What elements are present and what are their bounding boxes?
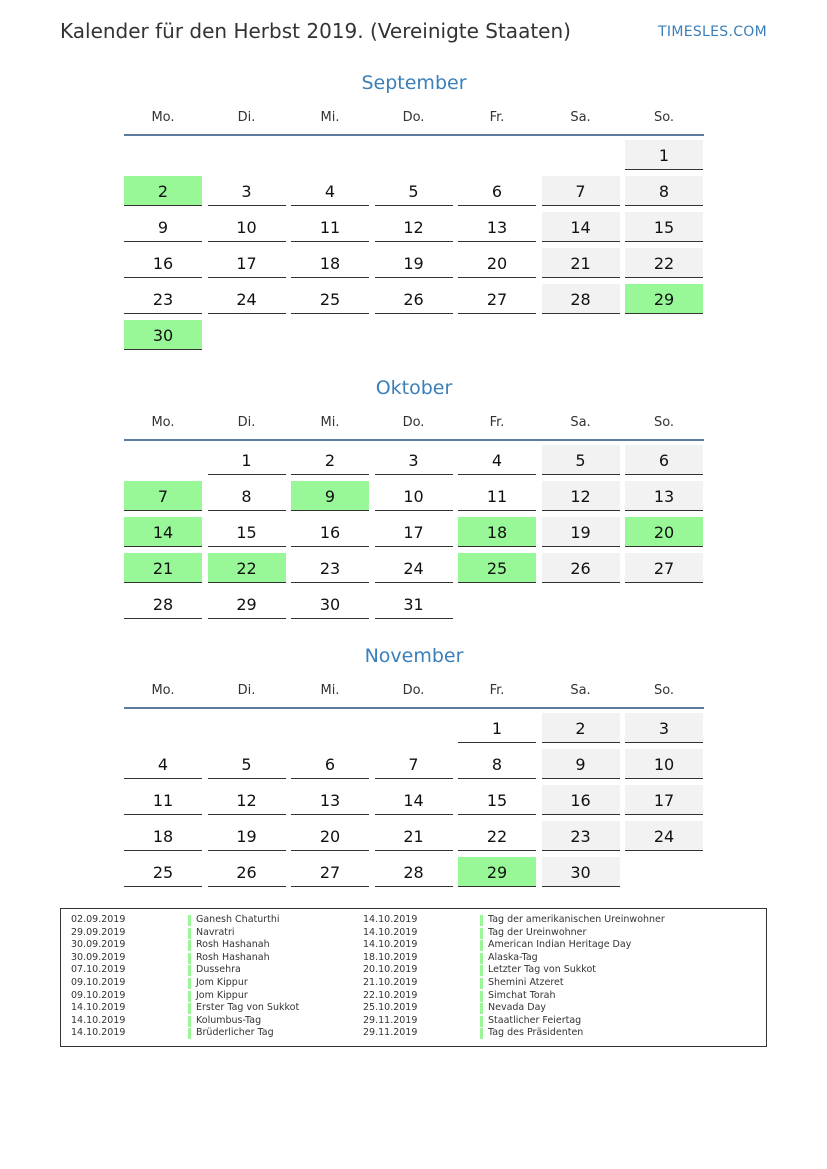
brand-link[interactable]: TIMESLES.COM [658, 24, 767, 40]
day-cell: 22 [458, 821, 536, 851]
holiday-marker [480, 978, 483, 989]
legend-date: 14.10.2019 [71, 1027, 126, 1039]
holiday-marker [188, 915, 191, 926]
day-cell: 29 [208, 589, 286, 619]
holiday-marker [188, 991, 191, 1002]
day-cell: 1 [208, 445, 286, 475]
day-cell: 21 [124, 553, 202, 583]
legend-holiday-name: Brüderlicher Tag [196, 1027, 274, 1039]
day-cell: 13 [458, 212, 536, 242]
day-cell: 1 [458, 713, 536, 743]
day-cell: 24 [375, 553, 453, 583]
day-cell: 27 [291, 857, 369, 887]
legend-holiday-name: Tag des Präsidenten [488, 1027, 584, 1039]
legend-date: 14.10.2019 [363, 939, 418, 951]
day-cell: 26 [208, 857, 286, 887]
legend-date: 14.10.2019 [363, 914, 418, 925]
day-cell: 24 [625, 821, 703, 851]
legend-holiday-name: Rosh Hashanah [196, 951, 270, 963]
day-cell: 28 [124, 589, 202, 619]
legend-holiday-name: Staatlicher Feiertag [488, 1014, 582, 1026]
holiday-marker [188, 953, 191, 964]
month-divider [124, 134, 704, 136]
weekday-header [124, 410, 704, 436]
day-cell: 3 [208, 176, 286, 206]
day-cell: 16 [291, 517, 369, 547]
holiday-marker [480, 928, 483, 939]
day-cell: 31 [375, 589, 453, 619]
day-cell: 14 [124, 517, 202, 547]
weekday-label: Sa. [570, 683, 591, 698]
day-cell: 21 [542, 248, 620, 278]
legend-holiday-name: Rosh Hashanah [196, 939, 270, 951]
legend-holiday-name: Navratri [196, 926, 235, 938]
day-cell: 16 [124, 248, 202, 278]
day-cell: 17 [208, 248, 286, 278]
month-oktober [124, 373, 704, 614]
day-cell: 5 [542, 445, 620, 475]
day-cell: 19 [542, 517, 620, 547]
holiday-marker [480, 940, 483, 951]
holiday-marker [480, 915, 483, 926]
day-cell: 15 [458, 785, 536, 815]
day-cell: 19 [375, 248, 453, 278]
holiday-marker [480, 1003, 483, 1014]
weekday-label: Mi. [320, 110, 340, 125]
month-september [124, 68, 704, 345]
day-cell: 20 [458, 248, 536, 278]
day-cell: 8 [458, 749, 536, 779]
day-cell: 1 [625, 140, 703, 170]
day-cell: 10 [625, 749, 703, 779]
legend-date: 07.10.2019 [71, 964, 126, 976]
weekday-label: Di. [237, 110, 256, 125]
legend-date: 18.10.2019 [363, 951, 418, 963]
weekday-label: Sa. [570, 415, 591, 430]
legend-date: 30.09.2019 [71, 951, 126, 963]
day-cell: 29 [458, 857, 536, 887]
day-cell: 23 [124, 284, 202, 314]
day-cell: 18 [124, 821, 202, 851]
day-cell: 15 [208, 517, 286, 547]
day-cell: 7 [375, 749, 453, 779]
weekday-label: Sa. [570, 110, 591, 125]
day-cell: 14 [542, 212, 620, 242]
holiday-marker [188, 978, 191, 989]
weekday-label: Do. [402, 683, 425, 698]
month-title: Oktober [375, 377, 453, 399]
day-cell: 11 [124, 785, 202, 815]
holiday-marker [188, 940, 191, 951]
day-cell: 9 [124, 212, 202, 242]
day-cell: 20 [291, 821, 369, 851]
day-cell: 8 [208, 481, 286, 511]
day-cell: 6 [291, 749, 369, 779]
day-cell: 26 [375, 284, 453, 314]
legend-holiday-name: Kolumbus-Tag [196, 1014, 262, 1026]
holiday-marker [188, 1003, 191, 1014]
legend-holiday-name: Tag der amerikanischen Ureinwohner [488, 914, 665, 925]
weekday-label: Mi. [320, 683, 340, 698]
day-cell: 14 [375, 785, 453, 815]
holiday-marker [188, 928, 191, 939]
day-cell: 12 [375, 212, 453, 242]
day-cell: 25 [124, 857, 202, 887]
day-cell: 29 [625, 284, 703, 314]
day-cell: 2 [542, 713, 620, 743]
legend-holiday-name: Alaska-Tag [488, 951, 538, 963]
day-cell: 13 [291, 785, 369, 815]
legend-date: 14.10.2019 [71, 1002, 126, 1014]
day-cell: 4 [458, 445, 536, 475]
day-cell: 9 [291, 481, 369, 511]
day-cell: 13 [625, 481, 703, 511]
day-cell: 4 [124, 749, 202, 779]
day-cell: 18 [458, 517, 536, 547]
day-cell: 10 [208, 212, 286, 242]
weekday-header [124, 105, 704, 131]
day-cell: 25 [291, 284, 369, 314]
day-cell: 19 [208, 821, 286, 851]
day-cell: 11 [291, 212, 369, 242]
day-cell: 8 [625, 176, 703, 206]
holiday-marker [188, 1016, 191, 1027]
day-cell: 28 [542, 284, 620, 314]
legend-date: 21.10.2019 [363, 976, 418, 988]
page-title: Kalender für den Herbst 2019. (Vereinigte Staaten) [60, 19, 571, 43]
legend-holiday-name: Letzter Tag von Sukkot [488, 964, 597, 976]
legend-date: 09.10.2019 [71, 989, 126, 1001]
day-cell: 18 [291, 248, 369, 278]
day-cell: 20 [625, 517, 703, 547]
month-november [124, 641, 704, 882]
legend-holiday-name: Jom Kippur [196, 989, 248, 1001]
holiday-marker [480, 965, 483, 976]
day-cell: 7 [542, 176, 620, 206]
day-cell: 6 [458, 176, 536, 206]
legend-date: 14.10.2019 [71, 1014, 126, 1026]
weekday-header [124, 678, 704, 704]
day-cell: 9 [542, 749, 620, 779]
day-cell: 3 [375, 445, 453, 475]
day-cell: 2 [291, 445, 369, 475]
day-cell: 15 [625, 212, 703, 242]
legend-date: 30.09.2019 [71, 939, 126, 951]
weekday-label: Do. [402, 110, 425, 125]
day-cell: 27 [625, 553, 703, 583]
holiday-marker [188, 965, 191, 976]
month-title: November [364, 645, 464, 667]
legend-holiday-name: Erster Tag von Sukkot [196, 1002, 300, 1014]
weekday-label: Fr. [489, 415, 505, 430]
holiday-legend [60, 908, 767, 1047]
weekday-label: Do. [402, 415, 425, 430]
weekday-label: Fr. [489, 683, 505, 698]
day-cell: 6 [625, 445, 703, 475]
weekday-label: So. [653, 110, 675, 125]
day-cell: 27 [458, 284, 536, 314]
day-cell: 30 [542, 857, 620, 887]
legend-date: 14.10.2019 [363, 926, 418, 938]
day-cell: 23 [542, 821, 620, 851]
day-cell: 24 [208, 284, 286, 314]
legend-date: 25.10.2019 [363, 1002, 418, 1014]
holiday-marker [188, 1028, 191, 1039]
day-cell: 10 [375, 481, 453, 511]
day-cell: 25 [458, 553, 536, 583]
weekday-label: Fr. [489, 110, 505, 125]
day-cell: 30 [291, 589, 369, 619]
legend-holiday-name: American Indian Heritage Day [488, 939, 632, 951]
day-cell: 21 [375, 821, 453, 851]
weekday-label: So. [653, 415, 675, 430]
day-cell: 17 [375, 517, 453, 547]
legend-holiday-name: Nevada Day [488, 1002, 547, 1014]
weekday-label: Mo. [151, 415, 175, 430]
legend-date: 02.09.2019 [71, 914, 126, 925]
day-cell: 23 [291, 553, 369, 583]
day-cell: 4 [291, 176, 369, 206]
legend-date: 29.11.2019 [363, 1027, 418, 1039]
day-cell: 17 [625, 785, 703, 815]
day-cell: 26 [542, 553, 620, 583]
weekday-label: Di. [237, 415, 256, 430]
day-cell: 22 [208, 553, 286, 583]
holiday-marker [480, 953, 483, 964]
weekday-label: Mo. [151, 110, 175, 125]
month-title: September [361, 72, 467, 94]
legend-date: 20.10.2019 [363, 964, 418, 976]
month-divider [124, 707, 704, 709]
day-cell: 5 [208, 749, 286, 779]
weekday-label: So. [653, 683, 675, 698]
weekday-label: Di. [237, 683, 256, 698]
day-cell: 28 [375, 857, 453, 887]
legend-date: 29.09.2019 [71, 926, 126, 938]
day-cell: 3 [625, 713, 703, 743]
day-cell: 22 [625, 248, 703, 278]
legend-date: 29.11.2019 [363, 1014, 418, 1026]
holiday-marker [480, 1016, 483, 1027]
day-cell: 12 [208, 785, 286, 815]
legend-holiday-name: Simchat Torah [488, 989, 556, 1001]
day-cell: 2 [124, 176, 202, 206]
day-cell: 7 [124, 481, 202, 511]
day-cell: 11 [458, 481, 536, 511]
legend-holiday-name: Tag der Ureinwohner [488, 926, 587, 938]
month-divider [124, 439, 704, 441]
legend-holiday-name: Ganesh Chaturthi [196, 914, 280, 925]
weekday-label: Mi. [320, 415, 340, 430]
holiday-marker [480, 991, 483, 1002]
day-cell: 30 [124, 320, 202, 350]
day-cell: 16 [542, 785, 620, 815]
day-cell: 12 [542, 481, 620, 511]
day-cell: 5 [375, 176, 453, 206]
weekday-label: Mo. [151, 683, 175, 698]
legend-date: 22.10.2019 [363, 989, 418, 1001]
legend-date: 09.10.2019 [71, 976, 126, 988]
legend-holiday-name: Dussehra [196, 964, 241, 976]
holiday-marker [480, 1028, 483, 1039]
legend-holiday-name: Shemini Atzeret [488, 976, 564, 988]
legend-holiday-name: Jom Kippur [196, 976, 248, 988]
